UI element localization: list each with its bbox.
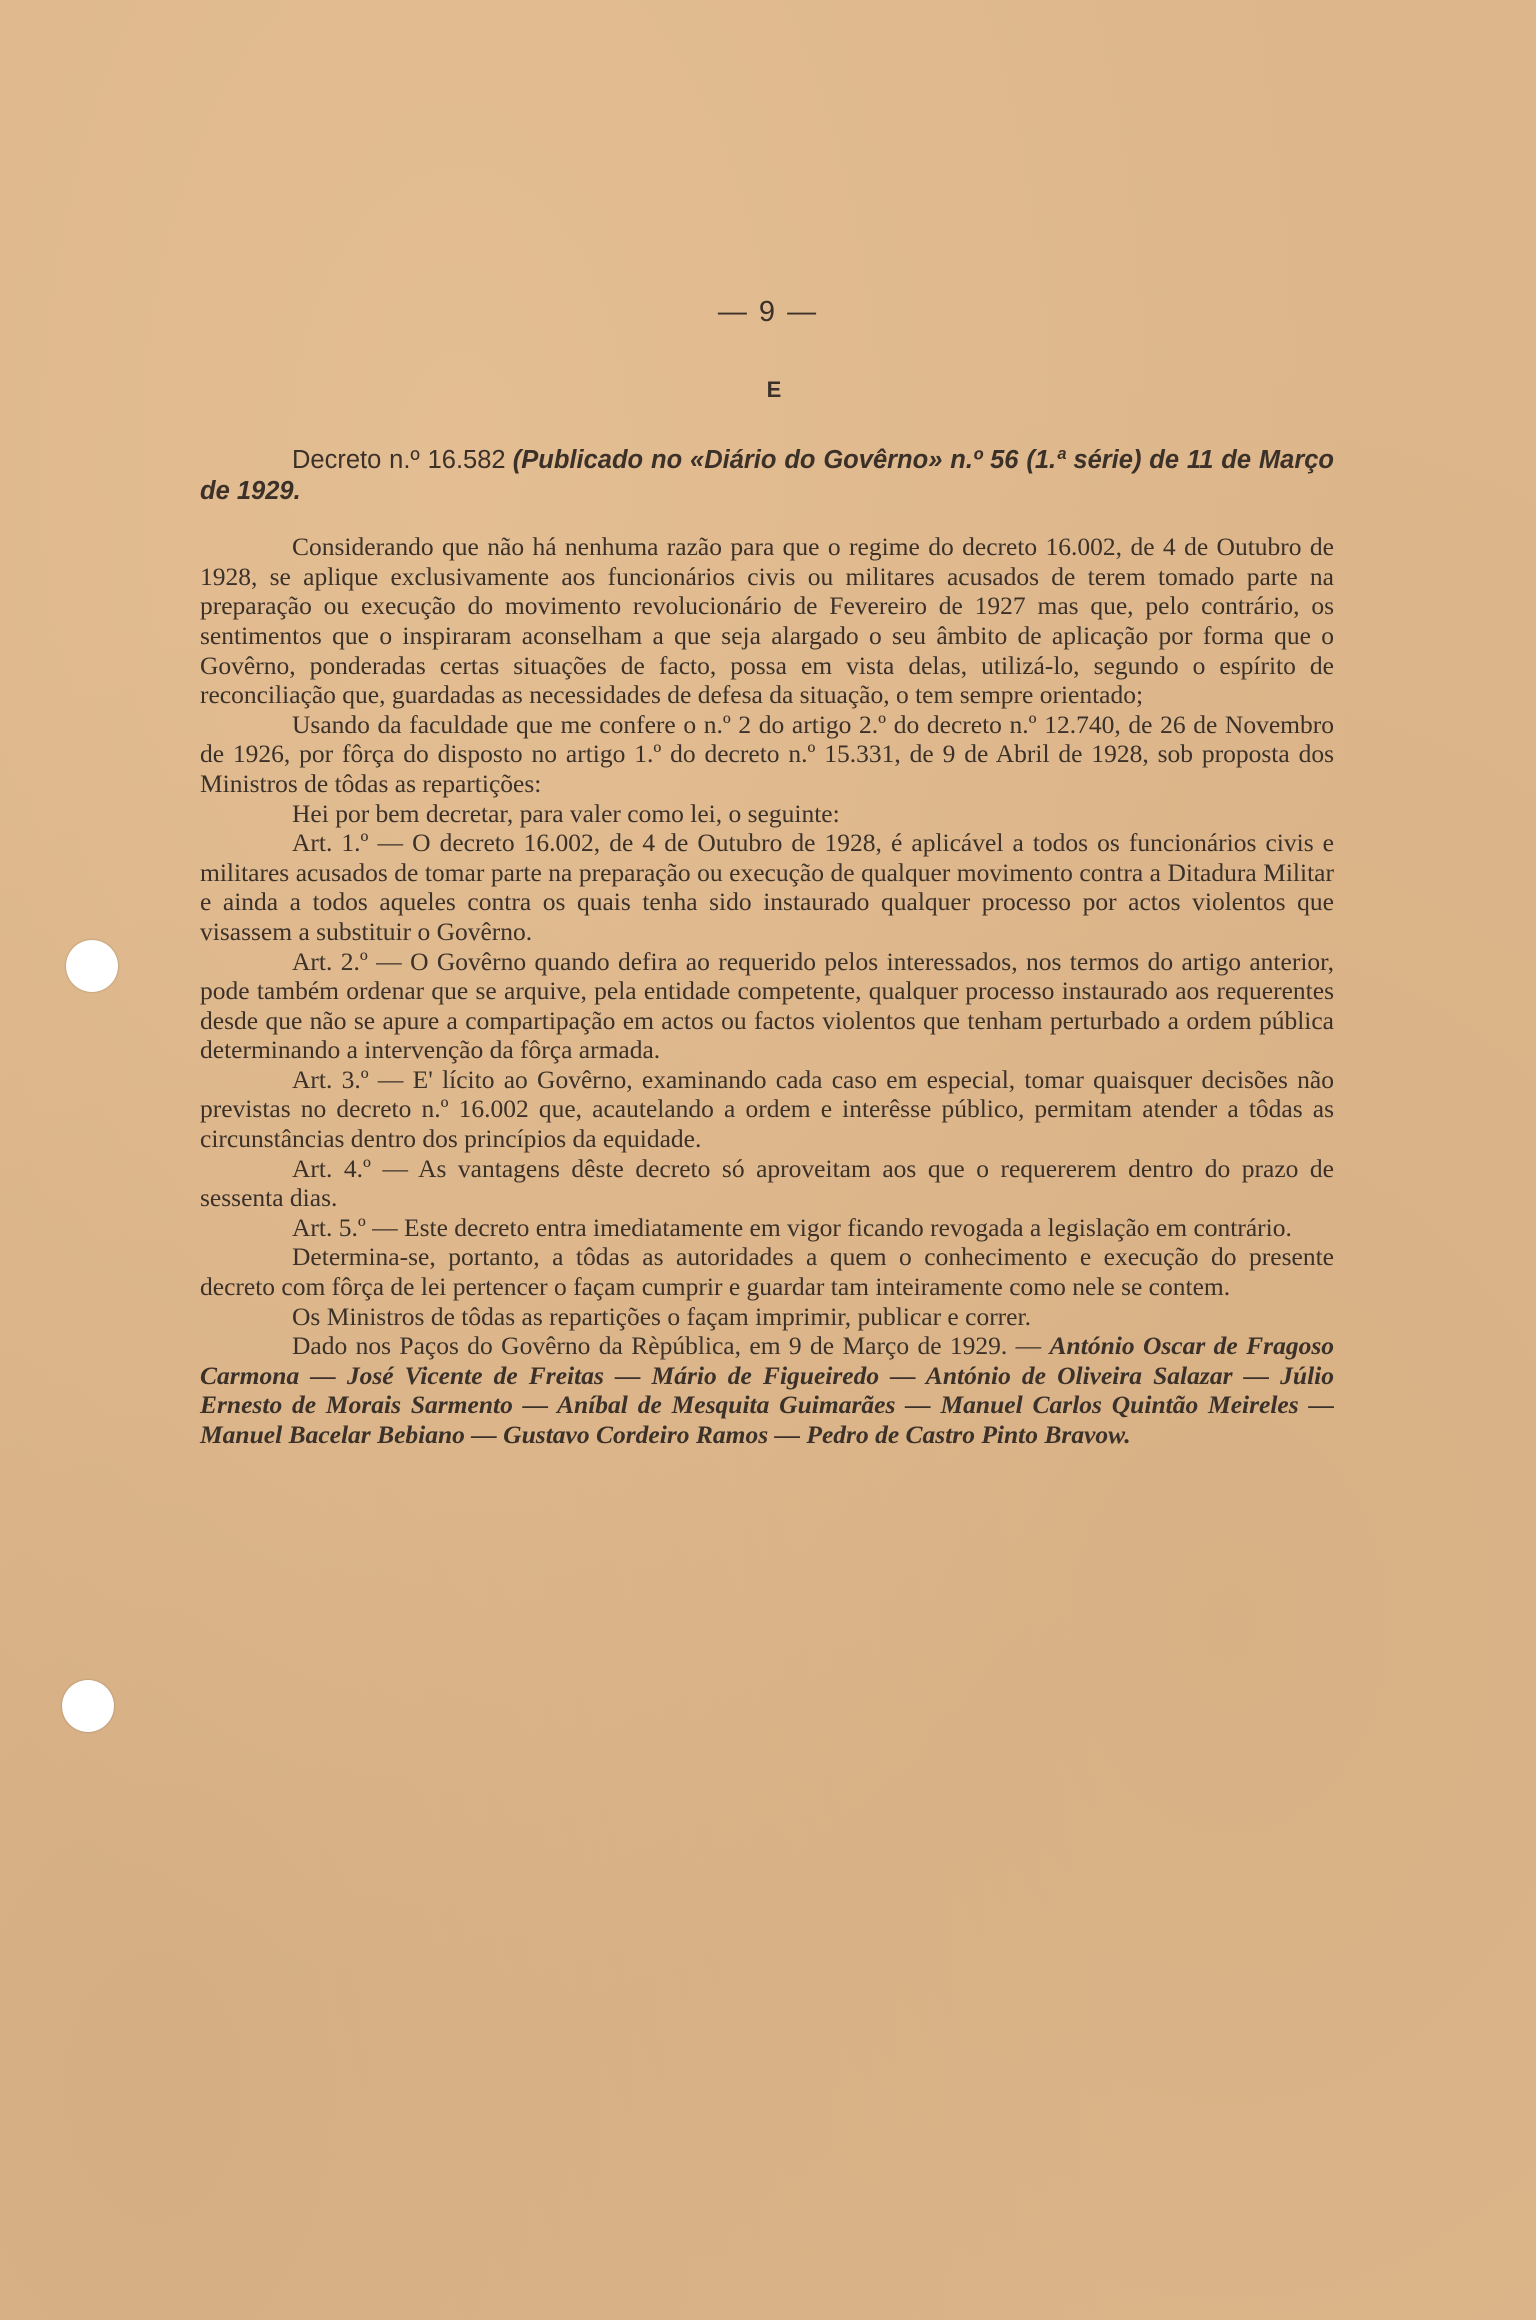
punch-hole-top <box>66 940 118 992</box>
paragraph-determina: Determina-se, portanto, a tôdas as autoridades a quem o conhecimento e execução do presente decreto com fôrça de lei pertencer o façam cumprir e guardar tam inteiramente como nele se contem. <box>200 1242 1334 1302</box>
closing-paragraph <box>200 1331 1334 1449</box>
page-number: — 9 — <box>717 296 819 328</box>
section-marker: E <box>766 377 782 402</box>
decree-heading <box>200 445 1334 506</box>
article-2: Art. 2.º — O Govêrno quando defira ao requerido pelos interessados, nos termos do artigo anterior, pode também ordenar que se arquive, pela entidade competente, qualquer processo instaurado aos requerentes desde que não se apure a compartipação em actos ou factos violentos que tenham perturbado a ordem pública determinando a intervenção da fôrça armada. <box>200 946 1334 1065</box>
article-4: Art. 4.º — As vantagens dêste decreto só aproveitam aos que o requererem dentro do prazo de sessenta dias. <box>200 1153 1334 1213</box>
decree-title: Decreto n.º 16.582 <box>292 446 506 474</box>
paragraph-hei-por-bem: Hei por bem decretar, para valer como lei, o seguinte: <box>292 798 840 828</box>
article-3: Art. 3.º — E' lícito ao Govêrno, examinando cada caso em especial, tomar quaisquer decisões não previstas no decreto n.º 16.002 que, acautelando a ordem e interêsse público, permitam atender a tôdas as circunstâncias dentro dos princípios da equidade. <box>200 1064 1334 1154</box>
closing-text: Dado nos Paços do Govêrno da Rèpública, em 9 de Março de 1929. — <box>292 1331 1050 1361</box>
punch-hole-bottom <box>62 1680 114 1732</box>
signatures: António Oscar de Fragoso Carmona — José Vicente de Freitas — Mário de Figueiredo — António de Oliveira Salazar — Júlio Ernesto de Morais Sarmento — Aníbal de Mesquita Guimarães — Manuel Carlos Quintão Meireles — Manuel Bacelar Bebiano — Gustavo Cordeiro Ramos — Pedro de Castro Pinto Bravow. <box>200 1331 1334 1449</box>
article-1: Art. 1.º — O decreto 16.002, de 4 de Outubro de 1928, é aplicável a todos os funcionários civis e militares acusados de tomar parte na preparação ou execução de qualquer movimento contra a Ditadura Militar e ainda a todos aqueles contra os quais tenha sido instaurado qualquer processo por actos violentos que visassem a substituir o Govêrno. <box>200 828 1334 946</box>
paragraph-usando: Usando da faculdade que me confere o n.º 2 do artigo 2.º do decreto n.º 12.740, de 26 de Novembro de 1926, por fôrça do disposto no artigo 1.º do decreto n.º 15.331, de 9 de Abril de 1928, sob proposta dos Ministros de tôdas as repartições: <box>200 709 1334 798</box>
paragraph-considerando: Considerando que não há nenhuma razão para que o regime do decreto 16.002, de 4 de Outubro de 1928, se aplique exclusivamente aos funcionários civis ou militares acusados de terem tomado parte na preparação ou execução do movimento revolucionário de Fevereiro de 1927 mas que, pelo contrário, os sentimentos que o inspiraram aconselham a que seja alargado o seu âmbito de aplicação por forma que o Govêrno, ponderadas certas situações de facto, possa em vista delas, utilizá-lo, segundo o espírito de reconciliação que, guardadas as necessidades de defesa da situação, o tem sempre orientado; <box>200 532 1334 710</box>
document-body <box>200 445 1334 1450</box>
decree-publication: (Publicado no «Diário do Govêrno» n.º 56 (1.ª série) de 11 de Março de 1929. <box>200 446 1335 505</box>
paragraph-ministros: Os Ministros de tôdas as repartições o façam imprimir, publicar e correr. <box>292 1301 1031 1331</box>
article-5: Art. 5.º — Este decreto entra imediatamente em vigor ficando revogada a legislação em contrário. <box>292 1212 1292 1242</box>
